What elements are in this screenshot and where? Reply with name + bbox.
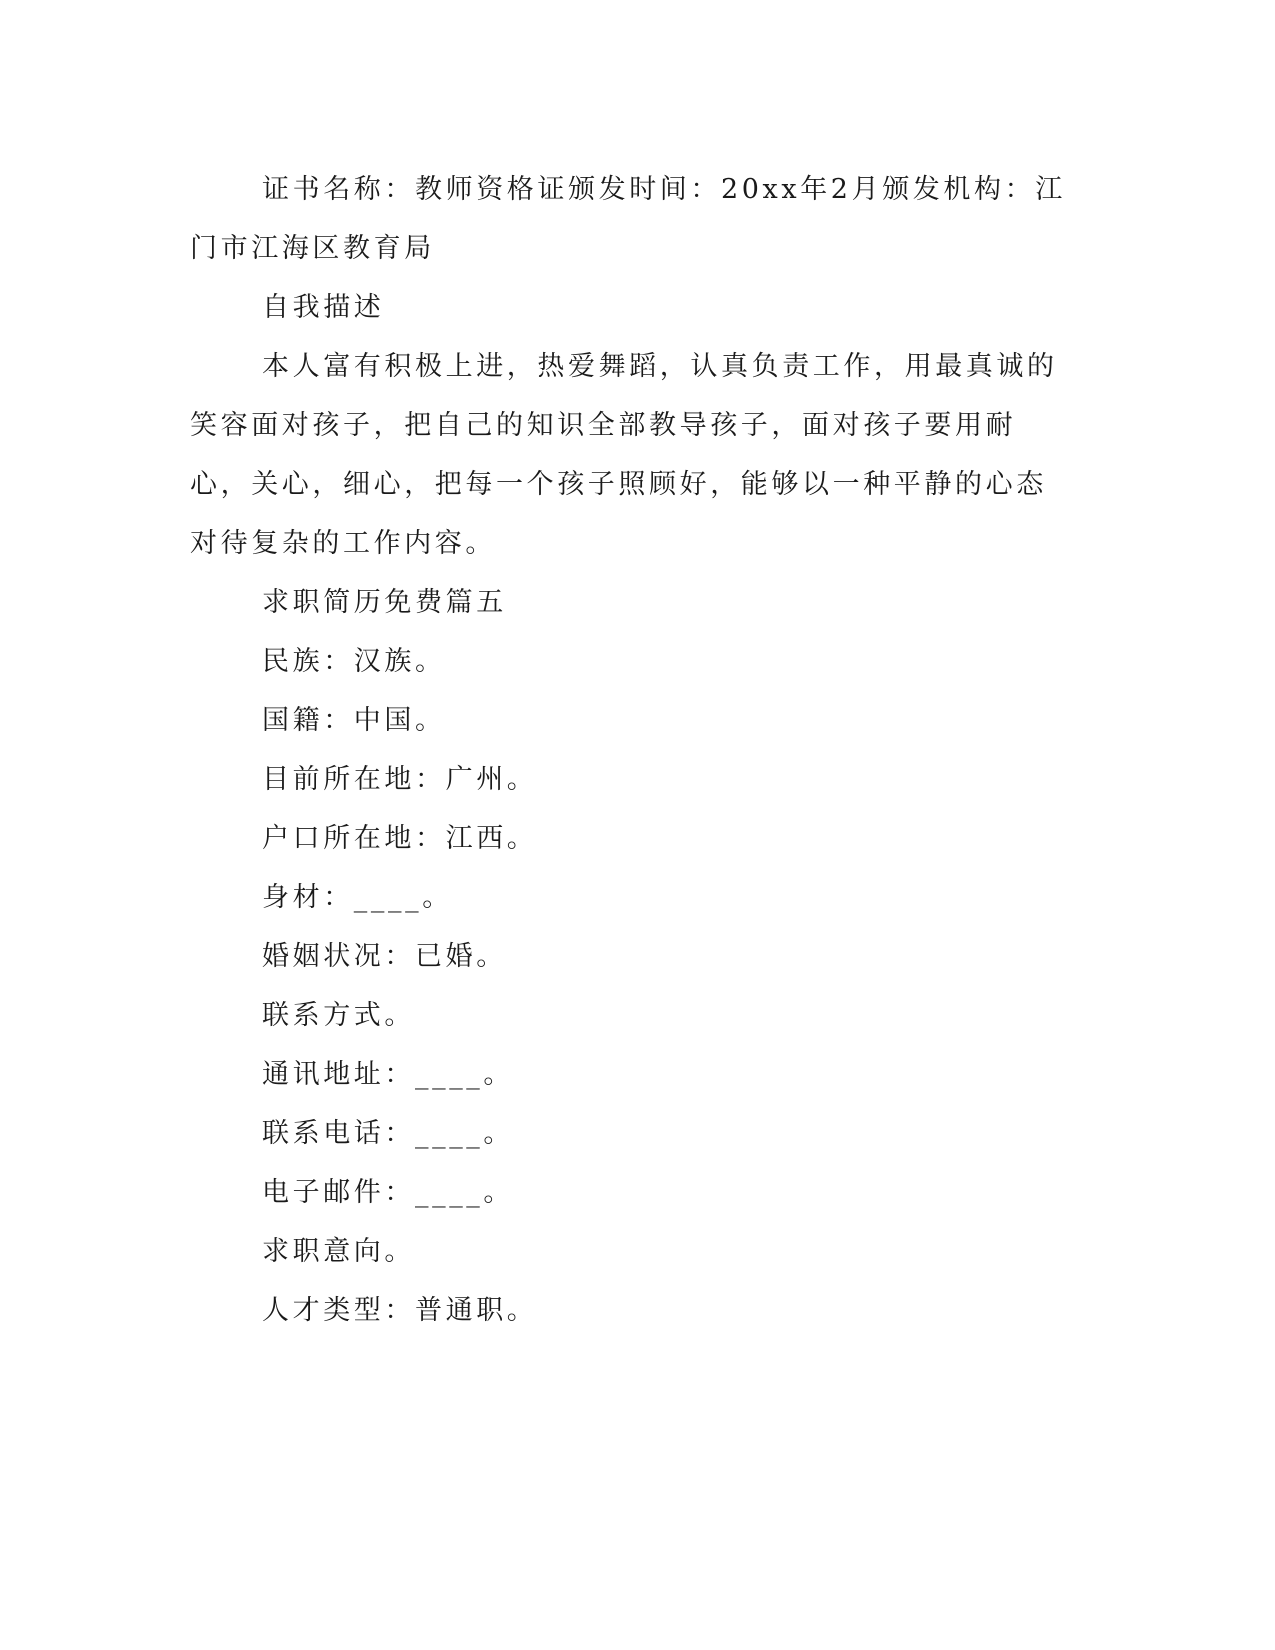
hukou-location-line: 户口所在地：江西。 [262,823,538,854]
email-line: 电子邮件：____。 [262,1177,514,1208]
marital-status-line: 婚姻状况：已婚。 [262,941,507,972]
document-body [190,160,1070,1340]
ethnicity-line: 民族：汉族。 [262,646,446,677]
current-location-line: 目前所在地：广州。 [262,764,538,795]
job-intent-heading: 求职意向。 [262,1236,415,1267]
certificate-paragraph: 证书名称：教师资格证颁发时间：20xx年2月颁发机构：江门市江海区教育局 [190,174,1066,264]
self-description-paragraph: 本人富有积极上进，热爱舞蹈，认真负责工作，用最真诚的笑容面对孩子，把自己的知识全部教导孩子，面对孩子要用耐心，关心，细心，把每一个孩子照顾好，能够以一种平静的心态对待复杂的工作内容。 [190,351,1058,559]
nationality-line: 国籍：中国。 [262,705,446,736]
height-line: 身材：____。 [262,882,453,913]
section-title: 求职简历免费篇五 [262,587,507,618]
contact-heading: 联系方式。 [262,1000,415,1031]
talent-type-line: 人才类型：普通职。 [262,1295,538,1326]
self-description-heading: 自我描述 [262,292,385,323]
address-line: 通讯地址：____。 [262,1059,514,1090]
phone-line: 联系电话：____。 [262,1118,514,1149]
